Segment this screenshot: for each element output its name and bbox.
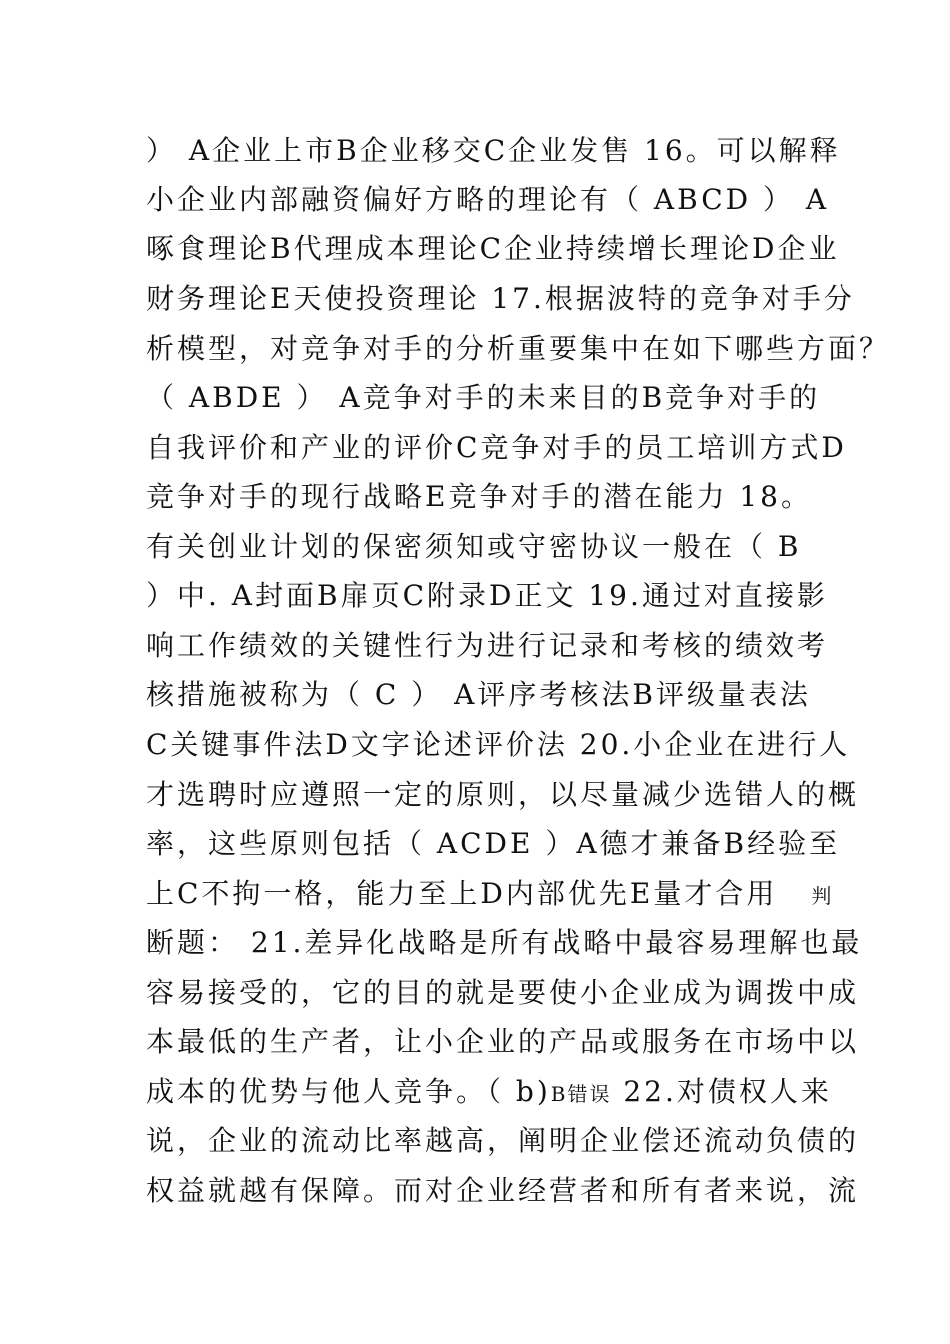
text-line-8: 竞争对手的现行战略E竞争对手的潜在能力 18。 [146,480,812,513]
text-line-20-small: B错误 [550,1082,612,1106]
text-line-6: （ ABDE ） A竞争对手的未来目的B竞争对手的 [146,381,821,414]
text-line-17: 断题： 21.差异化战略是所有战略中最容易理解也最 [146,926,863,959]
text-line-10: ）中. A封面B扉页C附录D正文 19.通过对直接影 [146,579,828,612]
text-line-12: 核措施被称为（ C ） A评序考核法B评级量表法 [146,678,811,711]
text-line-20 [146,1067,836,1117]
text-line-18: 容易接受的，它的目的就是要使小企业成为调拨中成 [146,976,860,1009]
text-line-19: 本最低的生产者，让小企业的产品或服务在市场中以 [146,1025,860,1058]
text-line-13: C关键事件法D文字论述评价法 20.小企业在进行人 [146,728,851,761]
text-line-14: 才选聘时应遵照一定的原则，以尽量减少选错人的概 [146,778,860,811]
text-line-7: 自我评价和产业的评价C竞争对手的员工培训方式D [146,431,847,464]
text-line-16-main: 上C不拘一格，能力至上D内部优先E量才合用 [146,877,778,910]
text-line-5: 析模型，对竞争对手的分析重要集中在如下哪些方面？ [146,332,891,365]
text-line-20-main: 成本的优势与他人竞争。（ b) [146,1075,551,1108]
text-line-21: 说，企业的流动比率越高，阐明企业偿还流动负债的 [146,1124,860,1157]
text-line-20-tail: 22.对债权人来 [611,1075,832,1108]
text-line-3: 啄食理论B代理成本理论C企业持续增长理论D企业 [146,232,840,265]
text-line-9: 有关创业计划的保密须知或守密协议一般在（ B [146,530,802,563]
text-line-1: ） A企业上市B企业移交C企业发售 16。可以解释 [146,134,841,167]
text-line-15: 率，这些原则包括（ ACDE ）A德才兼备B经验至 [146,827,841,860]
text-line-16-tail: 判 [811,884,834,908]
text-line-16 [146,869,836,919]
text-line-22: 权益就越有保障。而对企业经营者和所有者来说，流 [146,1174,860,1207]
text-line-2: 小企业内部融资偏好方略的理论有（ ABCD ） A [146,183,830,216]
text-line-4: 财务理论E天使投资理论 17.根据波特的竞争对手分 [146,282,855,315]
text-line-11: 响工作绩效的关键性行为进行记录和考核的绩效考 [146,629,829,662]
